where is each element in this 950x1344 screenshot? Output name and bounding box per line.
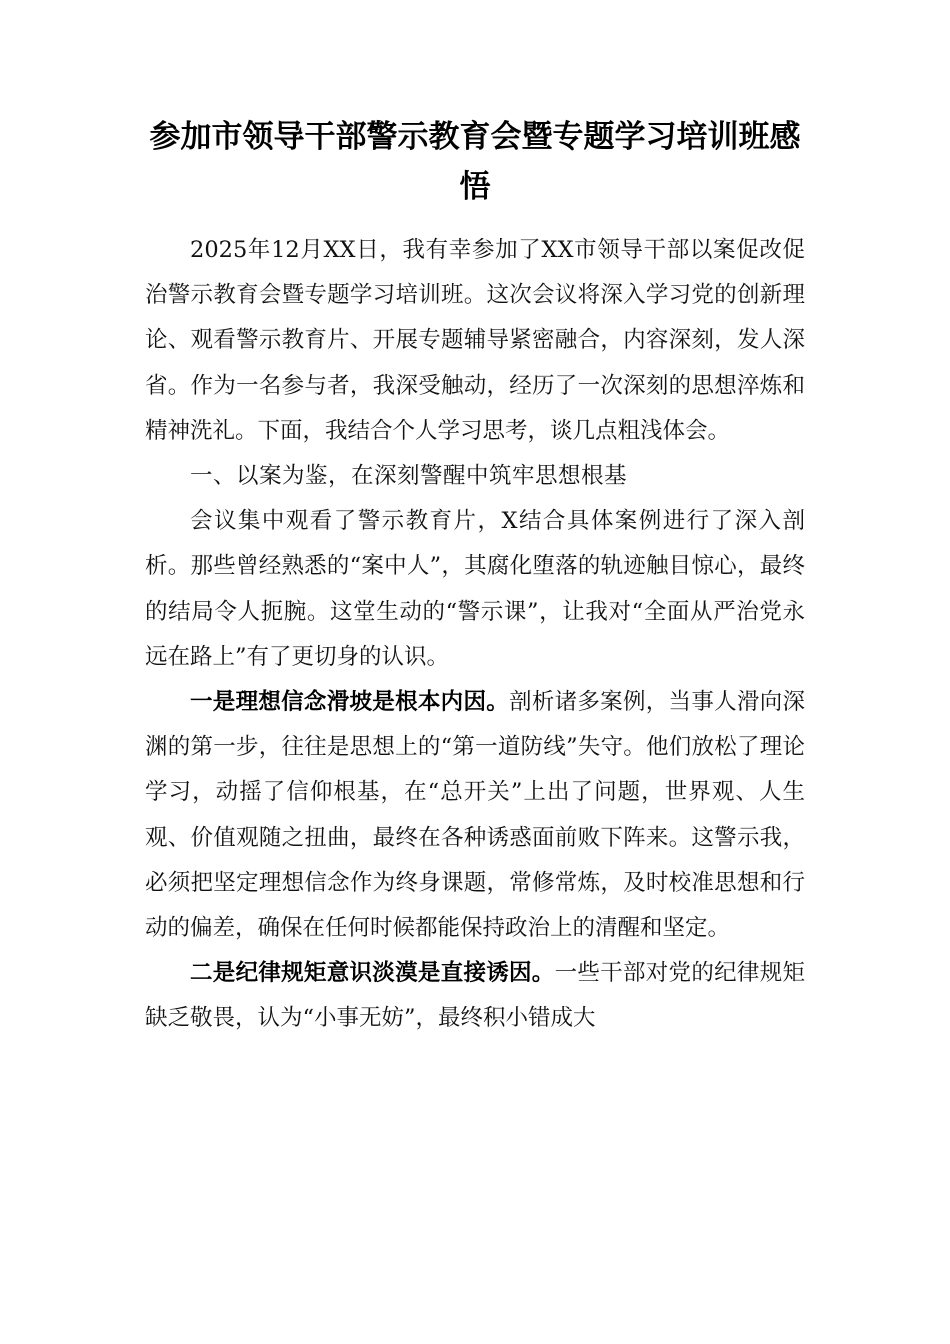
point-2-paragraph bbox=[145, 951, 805, 1041]
document-title: 参加市领导干部警示教育会暨专题学习培训班感悟 bbox=[149, 119, 801, 205]
section-heading-1: 一、以案为鉴，在深刻警醒中筑牢思想根基 bbox=[190, 463, 628, 490]
point-1-paragraph bbox=[145, 680, 805, 951]
document-body bbox=[145, 228, 805, 1042]
point-1-lead: 一是理想信念滑坡是根本内因。 bbox=[190, 689, 510, 716]
point-1-text: 剖析诸多案例，当事人滑向深渊的第一步，往往是思想上的“第一道防线”失守。他们放松了理论学习，动摇了信仰根基，在“总开关”上出了问题，世界观、人生观、价值观随之扭曲，最终在各种诱惑面前败下阵来。这警示我，必须把坚定理想信念作为终身课题，常修常炼，及时校准思想和行动的偏差，确保在任何时候都能保持政治上的清醒和坚定。 bbox=[145, 689, 805, 942]
point-2-text: 一些干部对党的纪律规矩缺乏敬畏，认为“小事无妨”，最终积小错成大 bbox=[145, 960, 805, 1032]
intro-paragraph: 2025年12月XX日，我有幸参加了XX市领导干部以案促改促治警示教育会暨专题学习培训班。这次会议将深入学习党的创新理论、观看警示教育片、开展专题辅导紧密融合，内容深刻，发人深省。作为一名参与者，我深受触动，经历了一次深刻的思想淬炼和精神洗礼。下面，我结合个人学习思考，谈几点粗浅体会。 bbox=[145, 237, 805, 444]
section-1-paragraph: 会议集中观看了警示教育片，X结合具体案例进行了深入剖析。那些曾经熟悉的“案中人”，其腐化堕落的轨迹触目惊心，最终的结局令人扼腕。这堂生动的“警示课”，让我对“全面从严治党永远在路上”有了更切身的认识。 bbox=[145, 508, 805, 670]
point-2-lead: 二是纪律规矩意识淡漠是直接诱因。 bbox=[190, 960, 555, 987]
